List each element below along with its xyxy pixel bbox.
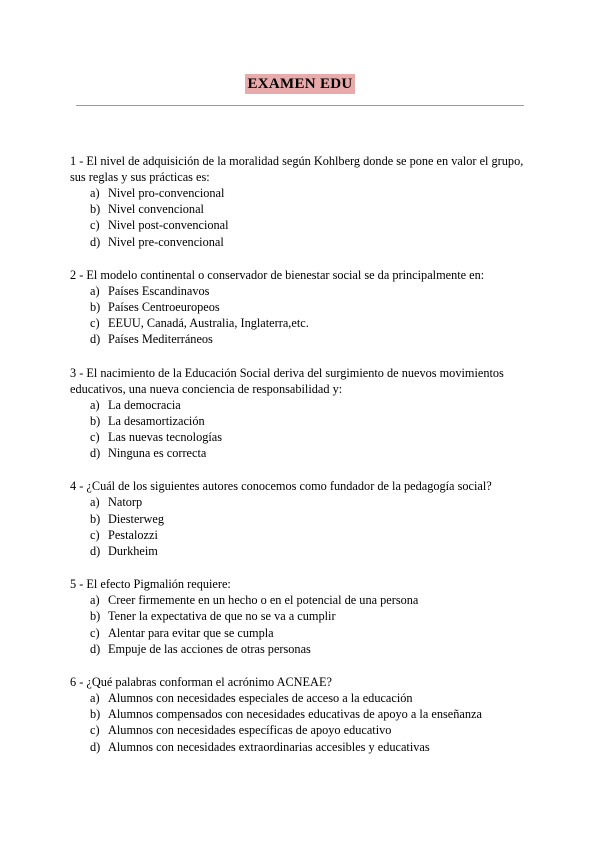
option-text: Nivel pro-convencional [108, 186, 225, 200]
option-text: Alumnos compensados con necesidades educativas de apoyo a la enseñanza [108, 707, 482, 722]
option-item [70, 625, 530, 641]
option-text: Las nuevas tecnologías [108, 430, 223, 445]
option-item [70, 397, 530, 413]
question-number: 2 [70, 267, 77, 282]
option-list [70, 690, 530, 755]
option-letter: c) [90, 316, 100, 331]
option-letter: d) [90, 739, 101, 754]
question-number: 1 [70, 154, 77, 168]
option-text: Tener la expectativa de que no se va a cumplir [108, 609, 336, 624]
question-text [70, 576, 530, 592]
option-text: Natorp [108, 495, 143, 510]
option-letter: a) [90, 691, 100, 706]
question-1 [70, 153, 530, 250]
option-text: Países Escandinavos [108, 283, 210, 298]
question-3 [70, 365, 530, 462]
question-2 [70, 267, 530, 348]
option-letter: b) [90, 511, 101, 526]
option-text: Durkheim [108, 544, 158, 559]
option-item [70, 185, 530, 201]
option-text: Alumnos con necesidades extraordinarias accesibles y educativas [108, 739, 430, 754]
option-text: Alumnos con necesidades específicas de apoyo educativo [108, 723, 392, 738]
option-item [70, 511, 530, 527]
question-body: ¿Qué palabras conforman el acrónimo ACNEAE? [86, 675, 332, 690]
option-item [70, 331, 530, 347]
option-letter: b) [90, 707, 101, 722]
option-letter: a) [90, 593, 100, 608]
question-separator: - [76, 365, 87, 380]
option-item [70, 299, 530, 315]
title-container [0, 74, 600, 94]
option-letter: b) [90, 413, 101, 428]
question-body: El efecto Pigmalión requiere: [86, 577, 231, 592]
option-text: Alentar para evitar que se cumpla [108, 625, 274, 640]
option-item [70, 543, 530, 559]
option-text: Países Centroeuropeos [108, 300, 220, 315]
option-text: Ninguna es correcta [108, 446, 207, 461]
question-separator: - [76, 577, 87, 592]
option-letter: d) [90, 234, 101, 249]
question-separator: - [76, 154, 87, 168]
option-letter: a) [90, 495, 100, 510]
option-text: Nivel pre-convencional [108, 234, 224, 249]
option-text: Pestalozzi [108, 527, 158, 542]
question-body: ¿Cuál de los siguientes autores conocemos como fundador de la pedagogía social? [86, 479, 492, 494]
question-6 [70, 674, 530, 755]
option-item [70, 315, 530, 331]
option-letter: a) [90, 283, 100, 298]
option-item [70, 641, 530, 657]
option-letter: d) [90, 332, 101, 347]
option-text: La desamortización [108, 413, 205, 428]
option-letter: a) [90, 397, 100, 412]
question-separator: - [76, 479, 87, 494]
option-item [70, 706, 530, 722]
option-letter: c) [90, 625, 100, 640]
option-list [70, 592, 530, 657]
option-item [70, 739, 530, 755]
question-body: El nacimiento de la Educación Social deriva del surgimiento de nuevos movimientos educativos, una nueva conciencia de responsabilidad y: [70, 365, 504, 396]
option-item [70, 201, 530, 217]
option-text: Nivel post-convencional [108, 218, 229, 233]
option-item [70, 429, 530, 445]
option-item [70, 234, 530, 250]
option-letter: c) [90, 723, 100, 738]
question-separator: - [76, 675, 87, 690]
question-text [70, 365, 530, 397]
question-body: El modelo continental o conservador de bienestar social se da principalmente en: [86, 267, 485, 282]
option-item [70, 690, 530, 706]
question-number: 4 [70, 479, 77, 494]
option-letter: d) [90, 641, 101, 656]
page-title: EXAMEN EDU [247, 76, 353, 92]
option-item [70, 413, 530, 429]
option-letter: a) [90, 186, 100, 200]
question-5 [70, 576, 530, 657]
question-text [70, 267, 530, 283]
option-item [70, 608, 530, 624]
option-letter: d) [90, 544, 101, 559]
option-item [70, 527, 530, 543]
option-item [70, 217, 530, 233]
option-list [70, 397, 530, 462]
title-divider [76, 105, 524, 106]
option-item [70, 722, 530, 738]
question-separator: - [76, 267, 87, 282]
option-letter: d) [90, 446, 101, 461]
option-item [70, 445, 530, 461]
option-text: Diesterweg [108, 511, 164, 526]
option-letter: b) [90, 300, 101, 315]
option-list [70, 283, 530, 348]
option-letter: b) [90, 609, 101, 624]
question-number: 3 [70, 365, 77, 380]
option-letter: b) [90, 202, 101, 217]
option-text: La democracia [108, 397, 181, 412]
question-number: 6 [70, 675, 77, 690]
question-text [70, 478, 530, 494]
question-body: El nivel de adquisición de la moralidad según Kohlberg donde se pone en valor el grupo, sus reglas y sus prácticas es: [70, 154, 524, 184]
option-list [70, 185, 530, 250]
option-text: EEUU, Canadá, Australia, Inglaterra,etc. [108, 316, 309, 331]
option-text: Alumnos con necesidades especiales de acceso a la educación [108, 691, 413, 706]
option-item [70, 494, 530, 510]
option-letter: c) [90, 527, 100, 542]
option-item [70, 283, 530, 299]
option-item [70, 592, 530, 608]
option-text: Creer firmemente en un hecho o en el potencial de una persona [108, 593, 419, 608]
option-letter: c) [90, 430, 100, 445]
option-text: Nivel convencional [108, 202, 204, 217]
question-text [70, 153, 530, 185]
question-4 [70, 478, 530, 559]
option-letter: c) [90, 218, 100, 233]
option-text: Empuje de las acciones de otras personas [108, 641, 311, 656]
option-text: Países Mediterráneos [108, 332, 213, 347]
option-list [70, 494, 530, 559]
question-list [70, 153, 530, 772]
question-number: 5 [70, 577, 77, 592]
question-text [70, 674, 530, 690]
